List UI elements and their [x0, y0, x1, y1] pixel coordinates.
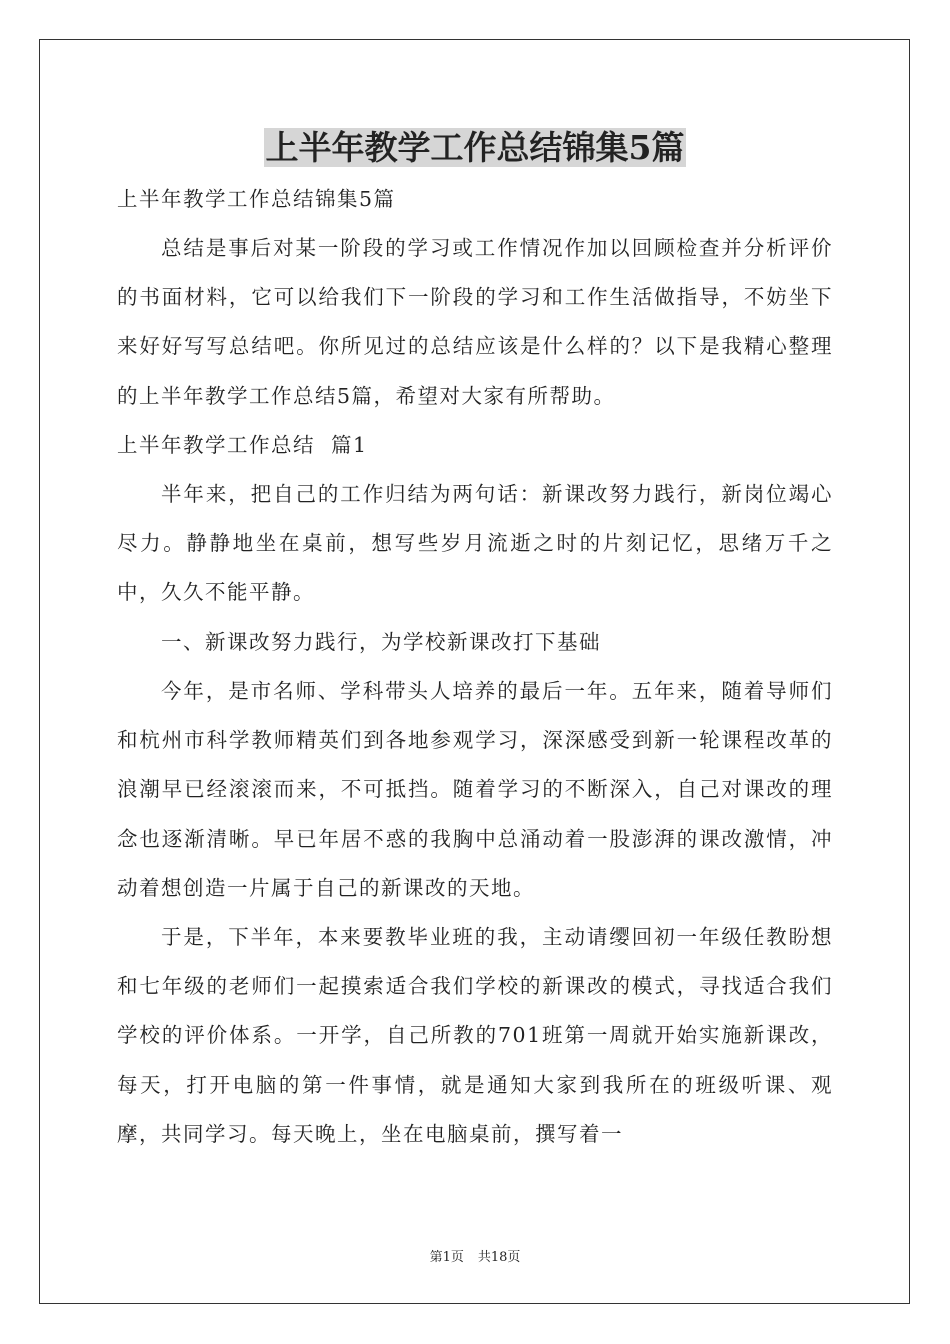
subheading-1: 一、新课改努力践行，为学校新课改打下基础 — [161, 630, 601, 654]
document-title-text: 上半年教学工作总结锦集5篇 — [265, 128, 685, 167]
paragraph-1: 半年来，把自己的工作归结为两句话：新课改努力践行，新岗位竭心尽力。静静地坐在桌前，想写些岁月流逝之时的片刻记忆，思绪万千之中，久久不能平静。 — [117, 482, 833, 605]
intro-paragraph: 总结是事后对某一阶段的学习或工作情况作加以回顾检查并分析评价的书面材料，它可以给我们下一阶段的学习和工作生活做指导，不妨坐下来好好写写总结吧。你所见过的总结应该是什么样的？以下是我精心整理的上半年教学工作总结5篇，希望对大家有所帮助。 — [117, 236, 833, 408]
document-title — [117, 127, 833, 169]
page-total: 共18页 — [477, 1250, 521, 1265]
paragraph-3: 于是，下半年，本来要教毕业班的我，主动请缨回初一年级任教盼想和七年级的老师们一起摸索适合我们学校的新课改的模式，寻找适合我们学校的评价体系。一开学，自己所教的701班第一周就开始实施新课改，每天，打开电脑的第一件事情，就是通知大家到我所在的班级听课、观摩，共同学习。每天晚上，坐在电脑桌前，撰写着一 — [117, 925, 833, 1146]
document-subtitle: 上半年教学工作总结锦集5篇 — [117, 187, 396, 211]
paragraph-2: 今年，是市名师、学科带头人培养的最后一年。五年来，随着导师们和杭州市科学教师精英们到各地参观学习，深深感受到新一轮课程改革的浪潮早已经滚滚而来，不可抵挡。随着学习的不断深入，自己对课改的理念也逐渐清晰。早已年居不惑的我胸中总涌动着一股澎湃的课改激情，冲动着想创造一片属于自己的新课改的天地。 — [117, 679, 833, 900]
page-footer — [0, 1246, 950, 1265]
section-heading-1: 上半年教学工作总结 篇1 — [117, 433, 368, 457]
page-number: 第1页 — [429, 1250, 464, 1265]
